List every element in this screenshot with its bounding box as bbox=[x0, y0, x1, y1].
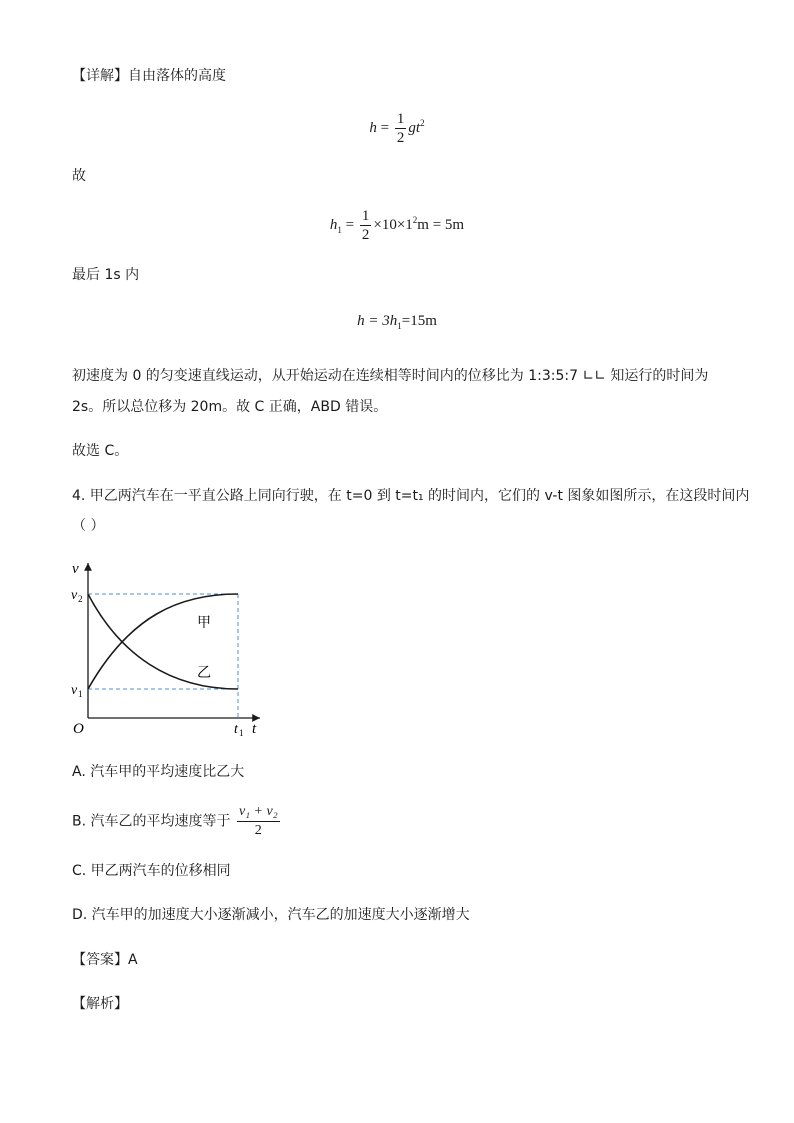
last-second-text: 最后 1s 内 bbox=[72, 267, 140, 283]
analysis-heading: 【解析】 bbox=[72, 996, 128, 1012]
question-4-line-2: （ ） bbox=[72, 518, 105, 534]
curve-yi bbox=[88, 594, 238, 689]
v2-label: v bbox=[71, 588, 78, 603]
paragraph-line-2: 2s。所以总位移为 20m。故 C 正确，ABD 错误。 bbox=[72, 399, 388, 415]
v2-sub: 2 bbox=[78, 594, 83, 604]
label-jia: 甲 bbox=[197, 615, 211, 631]
t1-sub: 1 bbox=[239, 728, 244, 738]
vt-graph bbox=[60, 555, 270, 740]
answer-line bbox=[72, 950, 138, 970]
v-axis-label: v bbox=[72, 561, 79, 577]
solution-heading bbox=[72, 66, 226, 86]
solution-heading-text: 自由落体的高度 bbox=[128, 68, 226, 84]
option-b-fraction: $\frac{\text{v₁ + v₂}}{2}$ bbox=[238, 804, 278, 838]
option-b-text: B. 汽车乙的平均速度等于 bbox=[72, 813, 231, 830]
answer-value: A bbox=[128, 952, 138, 968]
equation-free-fall-height: h = $\frac{1}{2}$ $gt^2$ bbox=[369, 111, 425, 146]
fraction-half: $\frac{1}{2}$ bbox=[396, 111, 405, 146]
paragraph-line-1: 初速度为 0 的匀变速直线运动，从开始运动在连续相等时间内的位移比为 1:3:5:7 ∟∟ 知运行的时间为 bbox=[72, 368, 709, 384]
v1-label: v bbox=[71, 683, 78, 698]
equation-h-total: $h = 3h_1=15m$ bbox=[357, 313, 437, 331]
question-4-line-1: 4. 甲乙两汽车在一平直公路上同向行驶，在 t=0 到 t=t₁ 的时间内，它们的 v-t 图象如图所示，在这段时间内 bbox=[72, 488, 750, 504]
choose-text: 故选 C。 bbox=[72, 443, 129, 459]
option-a: A. 汽车甲的平均速度比乙大 bbox=[72, 764, 245, 780]
origin-label: O bbox=[73, 721, 84, 737]
option-b bbox=[72, 803, 282, 840]
therefore-text: 故 bbox=[72, 168, 86, 184]
v1-sub: 1 bbox=[78, 689, 83, 699]
t-axis-label: t bbox=[252, 721, 257, 737]
option-c: C. 甲乙两汽车的位移相同 bbox=[72, 863, 231, 879]
answer-bracket: 【答案】 bbox=[72, 952, 128, 968]
fraction-half: $\frac{1}{2}$ bbox=[361, 208, 370, 243]
option-d: D. 汽车甲的加速度大小逐渐减小，汽车乙的加速度大小逐渐增大 bbox=[72, 907, 470, 923]
t1-label: t bbox=[234, 722, 238, 737]
label-yi: 乙 bbox=[197, 665, 211, 681]
equation-h1: $h_1$ = $\frac{1}{2}$ $\times 10\times 1^2m = 5m$ bbox=[329, 208, 465, 243]
curve-jia bbox=[88, 594, 238, 689]
solution-bracket: 【详解】 bbox=[72, 68, 128, 84]
